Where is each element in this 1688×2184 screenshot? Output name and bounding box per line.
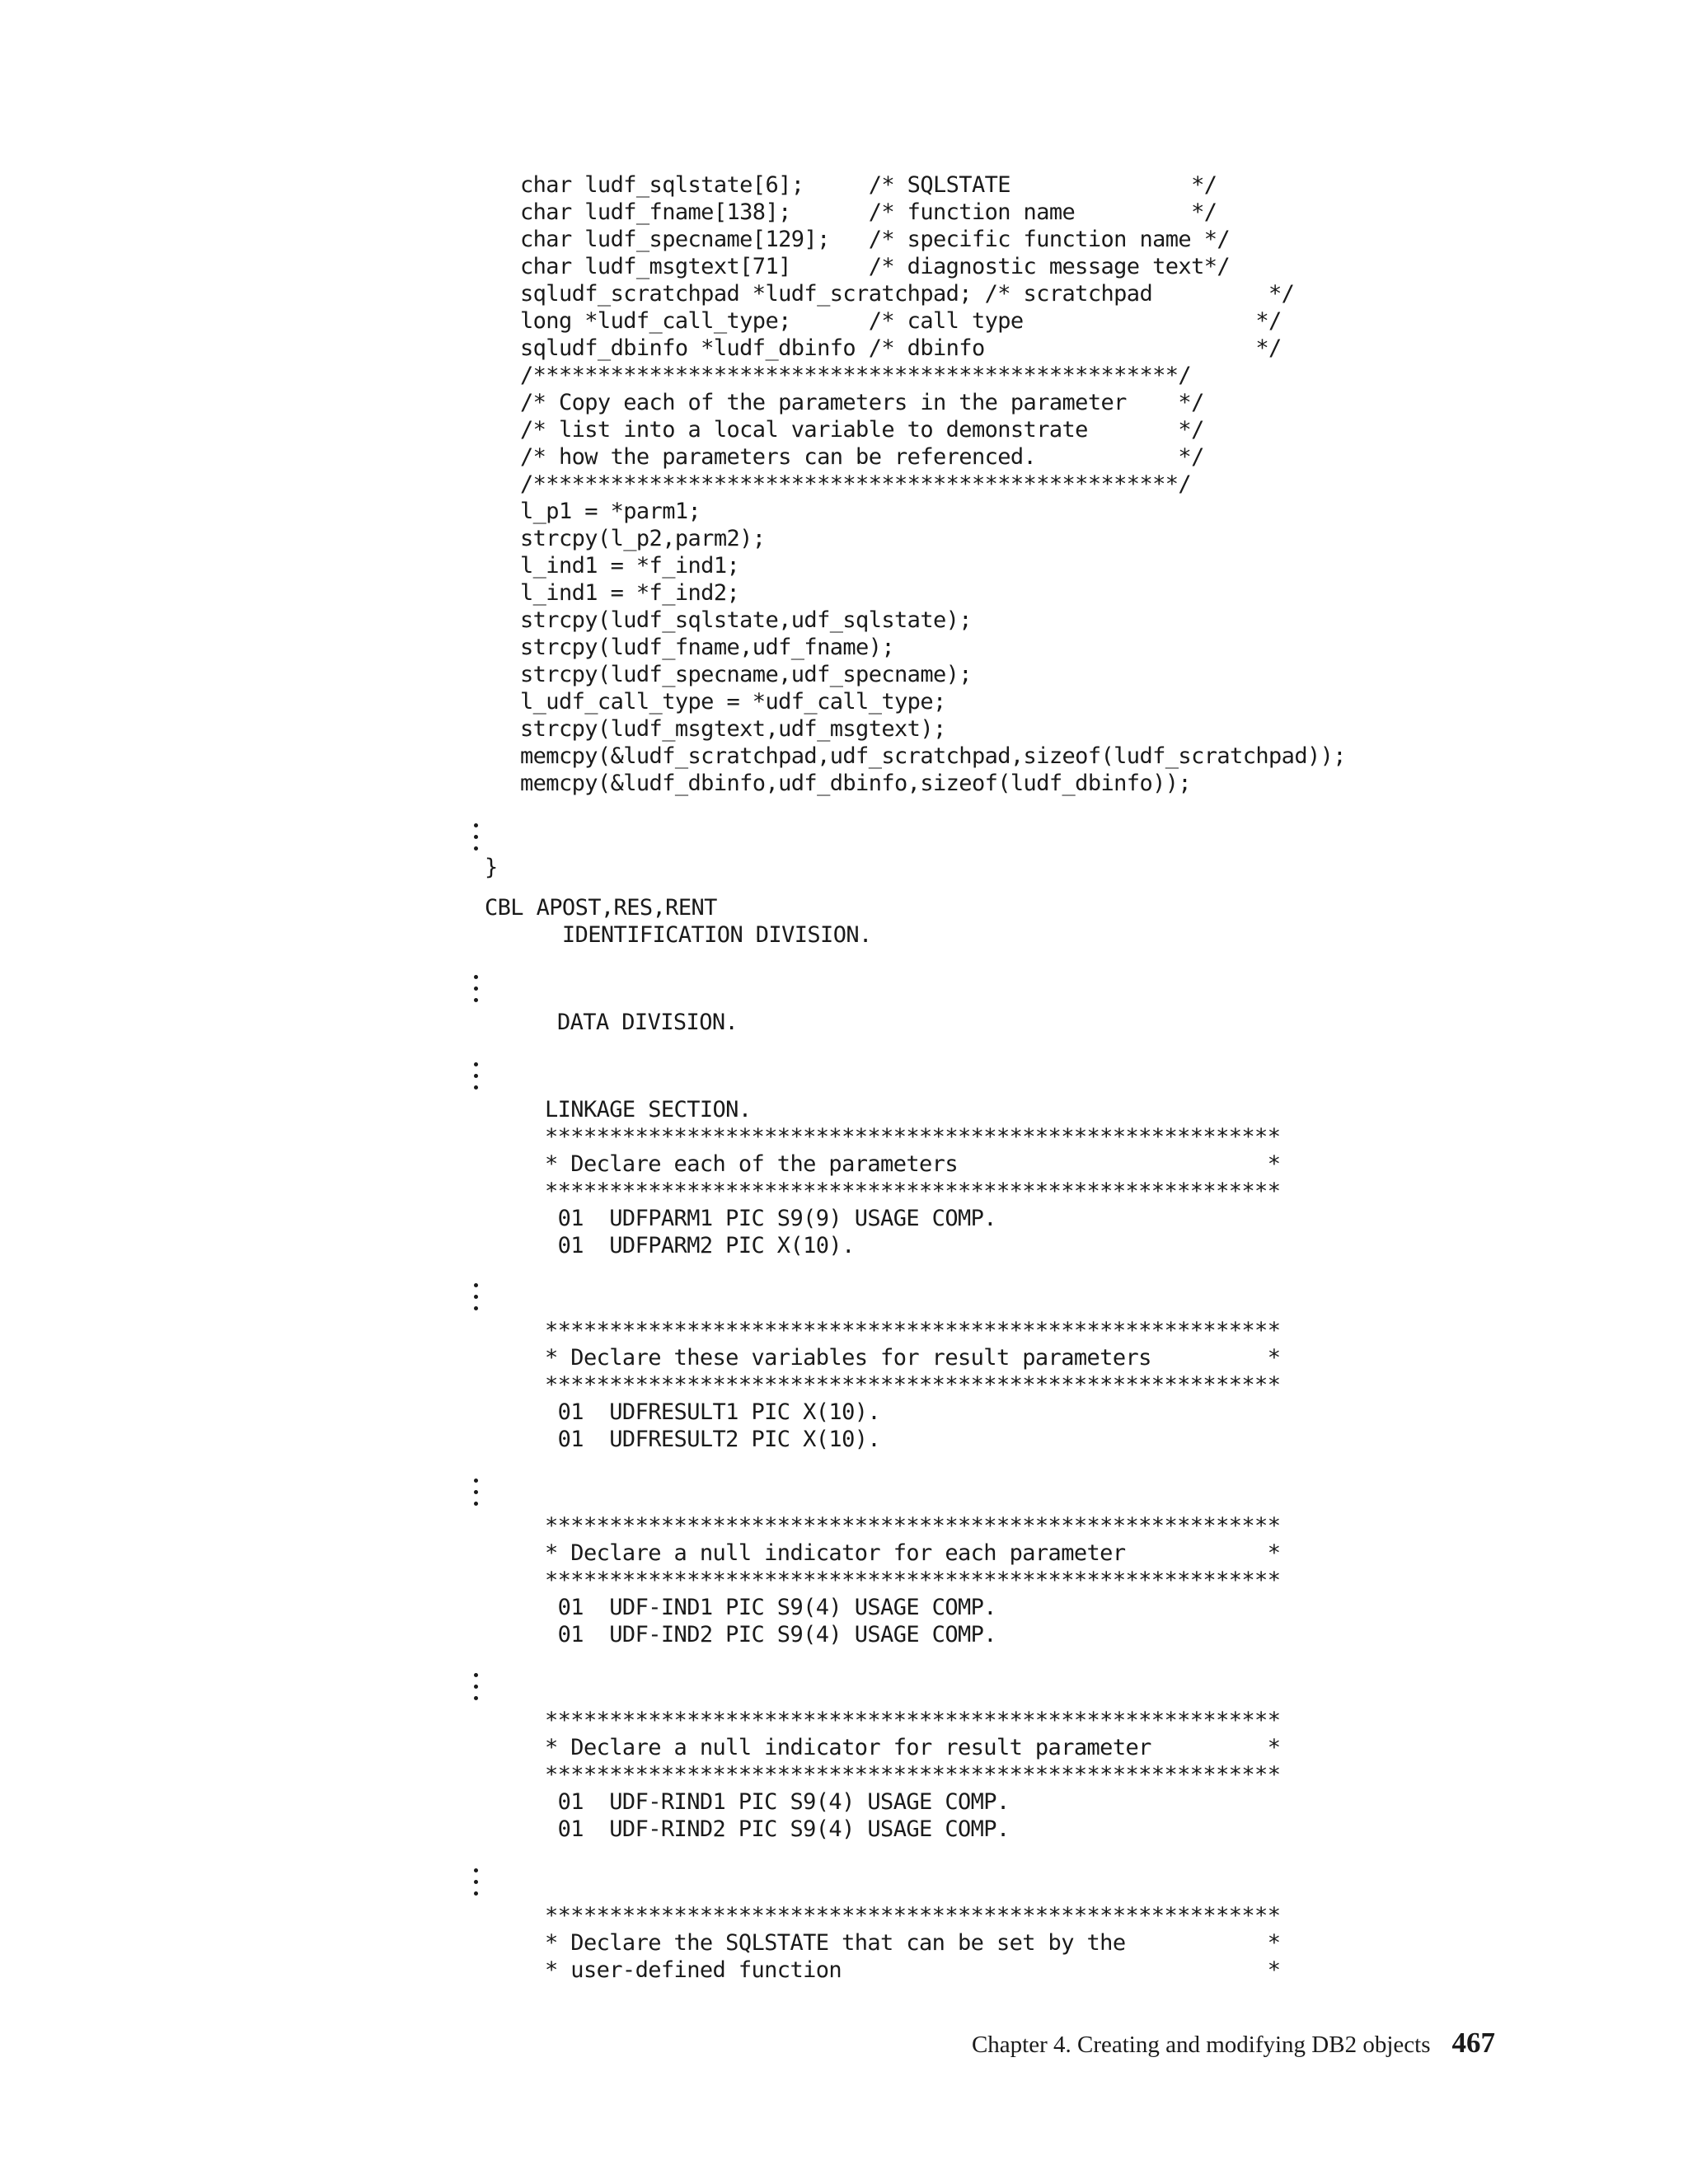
ellipsis-vertical-icon: [471, 1868, 482, 1898]
code-line: char ludf_specname[129]; /* specific function name */: [520, 227, 1231, 252]
ellipsis-vertical-icon: [471, 823, 482, 853]
code-line: *********************************************************: [545, 1762, 1281, 1788]
code-line: *********************************************************: [545, 1372, 1281, 1398]
code-line: char ludf_sqlstate[6]; /* SQLSTATE */: [520, 172, 1217, 198]
code-line: /* how the parameters can be referenced. */: [520, 444, 1204, 470]
code-line: IDENTIFICATION DIVISION.: [485, 922, 872, 948]
ellipsis-vertical-icon: [471, 1062, 482, 1092]
ellipsis-vertical-icon: [471, 1283, 482, 1313]
code-line: strcpy(ludf_sqlstate,udf_sqlstate);: [520, 607, 972, 633]
code-line: * user-defined function *: [545, 1957, 1281, 1983]
code-line: *********************************************************: [545, 1513, 1281, 1539]
code-line: strcpy(ludf_specname,udf_specname);: [520, 662, 972, 687]
code-line: *********************************************************: [545, 1124, 1281, 1150]
chapter-title: Chapter 4. Creating and modifying DB2 objects: [971, 2032, 1431, 2058]
code-line: }: [485, 855, 498, 880]
code-line: l_udf_call_type = *udf_call_type;: [520, 689, 946, 715]
ellipsis-vertical-icon: [471, 975, 482, 1005]
code-line: 01 UDF-IND2 PIC S9(4) USAGE COMP.: [545, 1622, 996, 1647]
code-line: l_ind1 = *f_ind2;: [520, 580, 740, 606]
code-line: CBL APOST,RES,RENT: [485, 895, 717, 921]
code-line: /* list into a local variable to demonstrate */: [520, 417, 1204, 443]
code-line: * Declare these variables for result parameters *: [545, 1345, 1281, 1371]
code-line: 01 UDFPARM2 PIC X(10).: [545, 1233, 855, 1258]
code-line: * Declare the SQLSTATE that can be set by the *: [545, 1930, 1281, 1956]
code-line: long *ludf_call_type; /* call type */: [520, 308, 1282, 334]
code-line: /**************************************************/: [520, 363, 1192, 388]
null-indicators-block: [545, 1512, 1280, 1648]
ellipsis-vertical-icon: [471, 1479, 482, 1508]
code-line: 01 UDFRESULT2 PIC X(10).: [545, 1427, 881, 1452]
cobol-header: [485, 894, 872, 949]
code-line: LINKAGE SECTION.: [545, 1097, 752, 1122]
code-line: *********************************************************: [545, 1179, 1281, 1204]
code-line: * Declare each of the parameters *: [545, 1151, 1281, 1177]
code-line: strcpy(l_p2,parm2);: [520, 526, 766, 551]
page-footer: [972, 2027, 1495, 2060]
code-line: char ludf_msgtext[71] /* diagnostic message text*/: [520, 254, 1231, 279]
code-line: char ludf_fname[138]; /* function name */: [520, 199, 1217, 225]
page-number: 467: [1451, 2027, 1495, 2059]
result-null-indicator-block: [545, 1707, 1280, 1843]
code-line: memcpy(&ludf_dbinfo,udf_dbinfo,sizeof(ludf_dbinfo));: [520, 771, 1192, 796]
ellipsis-vertical-icon: [471, 1673, 482, 1703]
code-line: strcpy(ludf_fname,udf_fname);: [520, 635, 895, 660]
code-line: *********************************************************: [545, 1318, 1281, 1343]
code-line: 01 UDF-RIND2 PIC S9(4) USAGE COMP.: [545, 1816, 1010, 1842]
code-line: *********************************************************: [545, 1708, 1281, 1733]
code-line: * Declare a null indicator for result parameter *: [545, 1735, 1281, 1760]
code-line: 01 UDFRESULT1 PIC X(10).: [545, 1399, 881, 1425]
sqlstate-declaration-block: [545, 1902, 1280, 1984]
code-line: sqludf_scratchpad *ludf_scratchpad; /* scratchpad */: [520, 281, 1295, 307]
code-line: DATA DIVISION.: [557, 1010, 738, 1035]
code-line: memcpy(&ludf_scratchpad,udf_scratchpad,sizeof(ludf_scratchpad));: [520, 743, 1346, 769]
linkage-section: [545, 1096, 1280, 1259]
result-parameters-block: [545, 1317, 1280, 1453]
code-line: l_ind1 = *f_ind1;: [520, 553, 740, 579]
code-line: l_p1 = *parm1;: [520, 499, 701, 524]
closing-brace: [485, 854, 498, 881]
code-line: *********************************************************: [545, 1568, 1281, 1593]
code-line: 01 UDFPARM1 PIC S9(9) USAGE COMP.: [545, 1206, 996, 1231]
code-line: 01 UDF-RIND1 PIC S9(4) USAGE COMP.: [545, 1789, 1010, 1815]
code-line: 01 UDF-IND1 PIC S9(4) USAGE COMP.: [545, 1595, 996, 1620]
code-line: /* Copy each of the parameters in the parameter */: [520, 390, 1204, 415]
code-line: sqludf_dbinfo *ludf_dbinfo /* dbinfo */: [520, 335, 1282, 361]
code-line: strcpy(ludf_msgtext,udf_msgtext);: [520, 716, 946, 742]
code-line: /**************************************************/: [520, 471, 1192, 497]
data-division: [557, 1009, 738, 1036]
code-line: * Declare a null indicator for each parameter *: [545, 1540, 1281, 1566]
c-code-fragment: [520, 171, 1346, 797]
code-line: *********************************************************: [545, 1903, 1281, 1929]
